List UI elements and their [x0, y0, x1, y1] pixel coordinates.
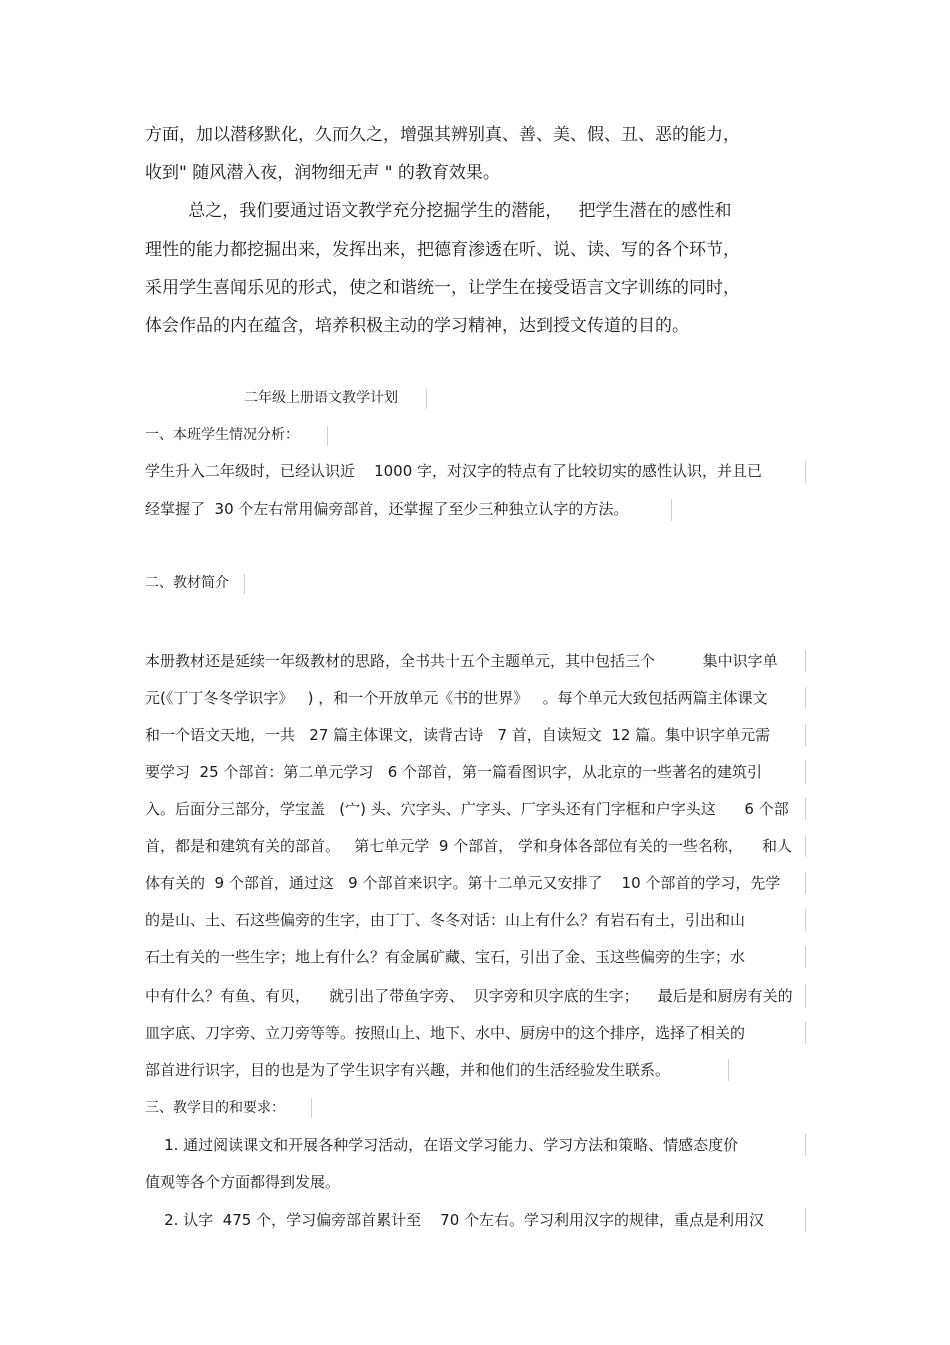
- intro-line: 采用学生喜闻乐见的形式，使之和谐统一，让学生在接受语言文字训练的同时，: [145, 278, 740, 298]
- body-line: 石土有关的一些生字；地上有什么？有金属矿藏、宝石，引出了金、玉这些偏旁的生字；水: [145, 948, 746, 966]
- body-line: 皿字底、刀字旁、立刀旁等等。按照山上、地下、水中、厨房中的这个排序，选择了相关的: [145, 1024, 746, 1042]
- body-line: 部首进行识字，目的也是为了学生识字有兴趣，并和他们的生活经验发生联系。: [145, 1061, 671, 1079]
- body-line: 要学习 25 个部首：第二单元学习 6 个部首，第一篇看图识字，从北京的一些著名的建筑引: [145, 763, 763, 781]
- body-line: 体有关的 9 个部首，通过这 9 个部首来识字。第十二单元又安排了 10 个部首的学习，先学: [145, 874, 781, 892]
- divider: [311, 1098, 312, 1118]
- divider: [805, 909, 806, 931]
- divider: [728, 1059, 729, 1081]
- divider: [805, 761, 806, 783]
- body-line: 和一个语文天地，一共 27 篇主体课文，读背古诗 7 首，自读短文 12 篇。集中识字单元需: [145, 726, 771, 744]
- divider: [805, 1209, 806, 1231]
- plan-title: 二年级上册语文教学计划: [244, 390, 398, 406]
- divider: [244, 574, 245, 594]
- body-line: 2. 认字 475 个，学习偏旁部首累计至 70 个左右。学习利用汉字的规律，重点是利用汉: [145, 1211, 765, 1229]
- body-line: 中有什么？有鱼、有贝， 就引出了带鱼字旁、 贝字旁和贝字底的生字； 最后是和厨房有关的: [145, 987, 793, 1005]
- divider: [671, 499, 672, 521]
- body-line: 的是山、土、石这些偏旁的生字，由丁丁、冬冬对话：山上有什么？有岩石有土，引出和山: [145, 911, 746, 929]
- section-heading: 二、教材简介: [145, 575, 229, 591]
- divider: [805, 798, 806, 820]
- divider: [805, 1134, 806, 1156]
- divider: [805, 687, 806, 709]
- divider: [805, 985, 806, 1007]
- intro-line: 收到" 随风潜入夜，润物细无声 " 的教育效果。: [145, 163, 500, 183]
- divider: [805, 946, 806, 968]
- body-line: 元(《丁丁冬冬学识字》 ) ，和一个开放单元《书的世界》 。每个单元大致包括两篇主体课文: [145, 689, 768, 707]
- intro-line: 方面，加以潜移默化，久而久之，增强其辨别真、善、美、假、丑、恶的能力，: [145, 125, 740, 145]
- section-heading: 一、本班学生情况分析：: [145, 427, 299, 443]
- divider: [805, 461, 806, 483]
- intro-line: 总之，我们要通过语文教学充分挖掘学生的潜能， 把学生潜在的感性和: [145, 201, 732, 221]
- body-line: 本册教材还是延续一年级教材的思路，全书共十五个主题单元，其中包括三个 集中识字单: [145, 652, 778, 670]
- body-line: 1. 通过阅读课文和开展各种学习活动，在语文学习能力、学习方法和策略、情感态度价: [145, 1136, 739, 1154]
- intro-line: 理性的能力都挖掘出来，发挥出来，把德育渗透在听、说、读、写的各个环节，: [145, 240, 740, 260]
- body-line: 首，都是和建筑有关的部首。 第七单元学 9 个部首， 学和身体各部位有关的一些名称， 和人: [145, 837, 792, 855]
- body-line: 值观等各个方面都得到发展。: [145, 1173, 341, 1191]
- divider: [805, 872, 806, 894]
- divider: [327, 426, 328, 446]
- body-line: 入。后面分三部分，学宝盖 (宀) 头、穴字头、广字头、厂字头还有门字框和户字头这 6 个部: [145, 800, 789, 818]
- body-line: 学生升入二年级时，已经认识近 1000 字，对汉字的特点有了比较切实的感性认识，并且已: [145, 462, 763, 480]
- divider: [805, 650, 806, 672]
- divider: [805, 835, 806, 857]
- divider: [805, 1022, 806, 1044]
- divider: [426, 389, 427, 409]
- divider: [805, 724, 806, 746]
- body-line: 经掌握了 30 个左右常用偏旁部首，还掌握了至少三种独立认字的方法。: [145, 500, 629, 518]
- section-heading: 三、教学目的和要求：: [145, 1100, 285, 1116]
- intro-line: 体会作品的内在蕴含，培养积极主动的学习精神，达到授文传道的目的。: [145, 316, 689, 336]
